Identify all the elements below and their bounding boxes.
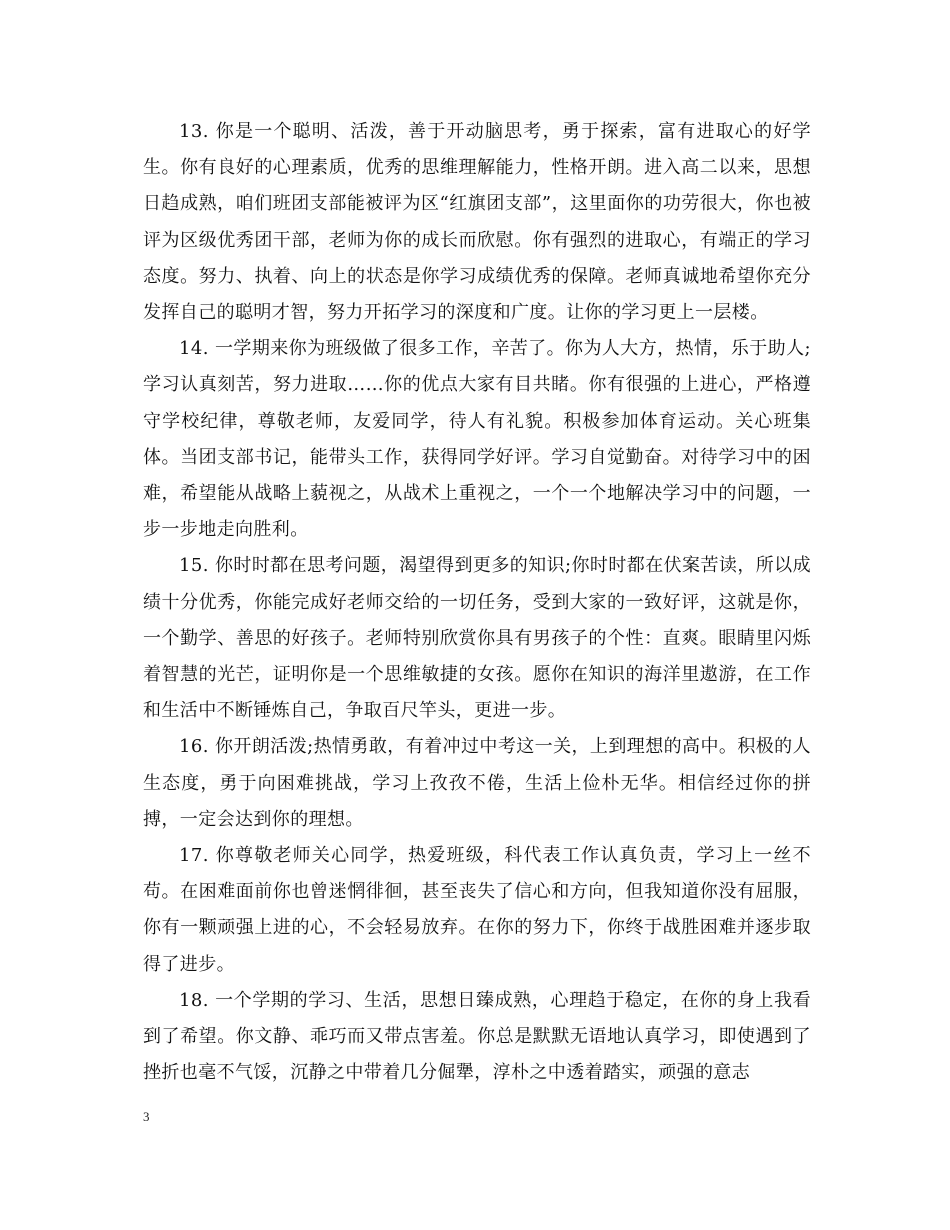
- page-number: 3: [143, 1109, 150, 1124]
- paragraph-14: 14. 一学期来你为班级做了很多工作，辛苦了。你为人大方，热情，乐于助人;学习认真刻苦，努力进取……你的优点大家有目共睹。你有很强的上进心，严格遵守学校纪律，尊敬老师，友爱同学，待人有礼貌。积极参加体育运动。关心班集体。当团支部书记，能带头工作，获得同学好评。学习自觉勤奋。对待学习中的困难，希望能从战略上藐视之，从战术上重视之，一个一个地解决学习中的问题，一步一步地走向胜利。: [143, 338, 811, 541]
- paragraph-16: 16. 你开朗活泼;热情勇敢，有着冲过中考这一关，上到理想的高中。积极的人生态度，勇于向困难挑战，学习上孜孜不倦，生活上俭朴无华。相信经过你的拼搏，一定会达到你的理想。: [143, 736, 811, 830]
- paragraph-17: 17. 你尊敬老师关心同学，热爱班级，科代表工作认真负责，学习上一丝不苟。在困难面前你也曾迷惘徘徊，甚至丧失了信心和方向，但我知道你没有屈服，你有一颗顽强上进的心，不会轻易放弃。在你的努力下，你终于战胜困难并逐步取得了进步。: [143, 845, 811, 975]
- paragraph-18: 18. 一个学期的学习、生活，思想日臻成熟，心理趋于稳定，在你的身上我看到了希望。你文静、乖巧而又带点害羞。你总是默默无语地认真学习，即使遇到了挫折也毫不气馁，沉静之中带着几分倔犟，淳朴之中透着踏实，顽强的意志: [143, 989, 811, 1084]
- paragraph-15: 15. 你时时都在思考问题，渴望得到更多的知识;你时时都在伏案苦读，所以成绩十分优秀，你能完成好老师交给的一切任务，受到大家的一致好评，这就是你，一个勤学、善思的好孩子。老师特别欣赏你具有男孩子的个性：直爽。眼睛里闪烁着智慧的光芒，证明你是一个思维敏捷的女孩。愿你在知识的海洋里遨游，在工作和生活中不断锤炼自己，争取百尺竿头，更进一步。: [143, 555, 811, 722]
- document-body: [143, 114, 811, 1091]
- paragraph-13: 13. 你是一个聪明、活泼，善于开动脑思考，勇于探索，富有进取心的好学生。你有良好的心理素质，优秀的思维理解能力，性格开朗。进入高二以来，思想日趋成熟，咱们班团支部能被评为区“红旗团支部”，这里面你的功劳很大，你也被评为区级优秀团干部，老师为你的成长而欣慰。你有强烈的进取心，有端正的学习态度。努力、执着、向上的状态是你学习成绩优秀的保障。老师真诚地希望你充分发挥自己的聪明才智，努力开拓学习的深度和广度。让你的学习更上一层楼。: [143, 121, 811, 324]
